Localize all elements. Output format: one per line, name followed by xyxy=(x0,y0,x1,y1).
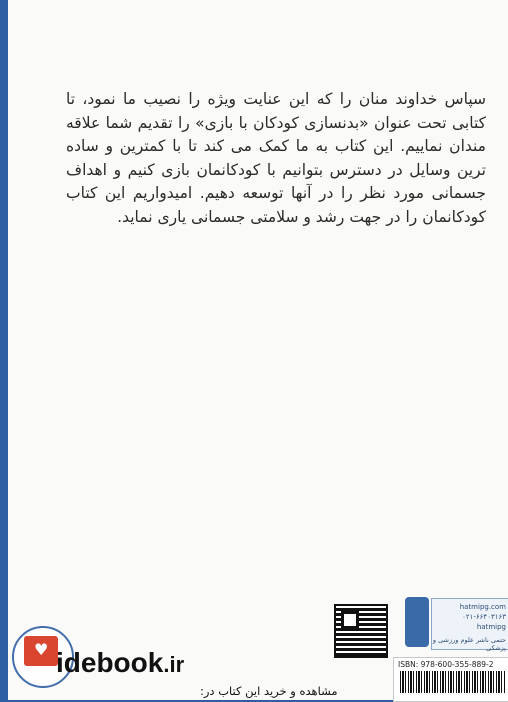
isbn-barcode xyxy=(393,657,508,702)
publisher-logo-icon xyxy=(405,597,429,647)
brand-name: ideboo xyxy=(56,647,148,678)
brand-k: k xyxy=(147,647,164,678)
isbn-label: ISBN: 978-600-355-889-2 xyxy=(398,660,494,669)
heart-icon: ♥ xyxy=(34,640,49,659)
publisher-phone: ۰۲۱-۶۶۴۰۳۱۶۳ xyxy=(462,613,506,621)
banner-brand xyxy=(56,648,184,680)
watermark-banner[interactable] xyxy=(0,626,338,700)
qr-code-icon xyxy=(336,606,386,656)
publisher-info xyxy=(431,598,508,650)
body-paragraph: سپاس خداوند منان را که این عنایت ویژه را نصیب ما نمود، تا کتابی تحت عنوان «بدنسازی کودکان با بازی» را تقدیم شما علاقه مندان نماییم. این کتاب به ما کمک می کند تا با کمترین و ساده ترین وسایل در دسترس بتوانیم با کودکانمان بازی کنیم و اهداف جسمانی مورد نظر را در آنها توسعه دهیم. امیدواریم این کتاب کودکانمان را در جهت رشد و سلامتی جسمانی یاری نماید. xyxy=(66,90,486,226)
publisher-name: حتمی ناشر علوم ورزشی و پزشکی xyxy=(432,636,506,652)
publisher-website: hatmipg.com xyxy=(459,603,506,611)
publisher-social: hatmipg xyxy=(476,623,506,631)
banner-cta: مشاهده و خرید این کتاب در: xyxy=(200,684,338,698)
brand-tld: .ir xyxy=(163,652,185,677)
back-cover xyxy=(8,0,508,700)
barcode-icon xyxy=(400,671,506,693)
